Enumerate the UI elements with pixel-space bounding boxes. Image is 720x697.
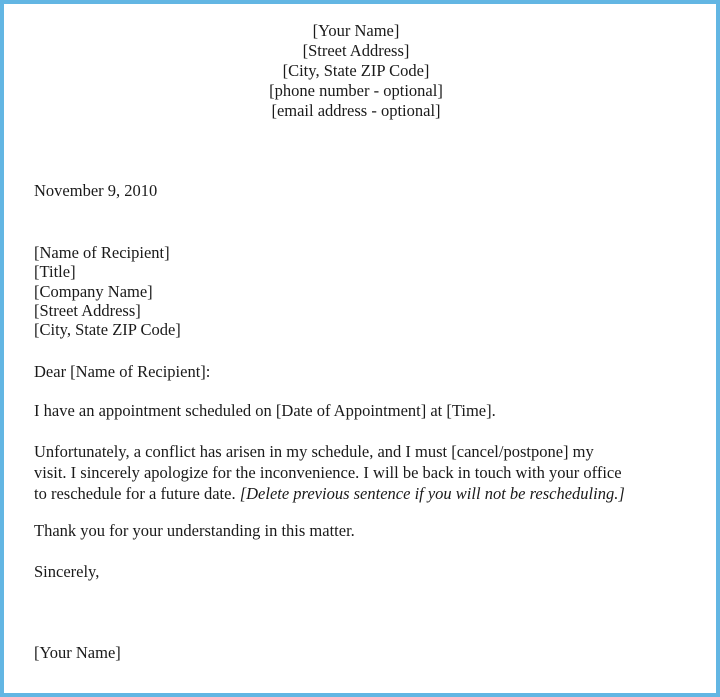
delete-sentence-note: [Delete previous sentence if you will not be rescheduling.] xyxy=(239,484,625,503)
recipient-name: [Name of Recipient] xyxy=(34,243,170,262)
closing: Sincerely, xyxy=(34,562,100,581)
sender-block xyxy=(0,21,712,121)
body-paragraph-2 xyxy=(34,441,694,504)
body-paragraph-2-line-3-text: to reschedule for a future date. xyxy=(34,484,240,503)
recipient-company: [Company Name] xyxy=(34,281,153,301)
sender-email: [email address - optional] xyxy=(271,101,441,120)
sender-phone: [phone number - optional] xyxy=(269,81,443,100)
recipient-city-state-zip: [City, State ZIP Code] xyxy=(34,320,181,340)
body-paragraph-1: I have an appointment scheduled on [Date of Appointment] at [Time]. xyxy=(34,401,496,420)
body-paragraph-2-line-1: Unfortunately, a conflict has arisen in my schedule, and I must [cancel/postpone] my xyxy=(34,442,594,461)
recipient-street: [Street Address] xyxy=(34,300,141,320)
body-paragraph-2-line-2: visit. I sincerely apologize for the inconvenience. I will be back in touch with your office xyxy=(34,463,622,482)
body-paragraph-3: Thank you for your understanding in this matter. xyxy=(34,521,355,540)
body-paragraph-2-line-3 xyxy=(34,483,694,504)
sender-city-state-zip: [City, State ZIP Code] xyxy=(282,61,430,80)
sender-street: [Street Address] xyxy=(302,41,410,60)
recipient-title: [Title] xyxy=(34,262,76,282)
recipient-block xyxy=(34,243,181,339)
signature-name: [Your Name] xyxy=(34,643,121,662)
salutation: Dear [Name of Recipient]: xyxy=(34,362,211,381)
sender-name: [Your Name] xyxy=(312,21,400,40)
letter-date: November 9, 2010 xyxy=(34,181,158,200)
